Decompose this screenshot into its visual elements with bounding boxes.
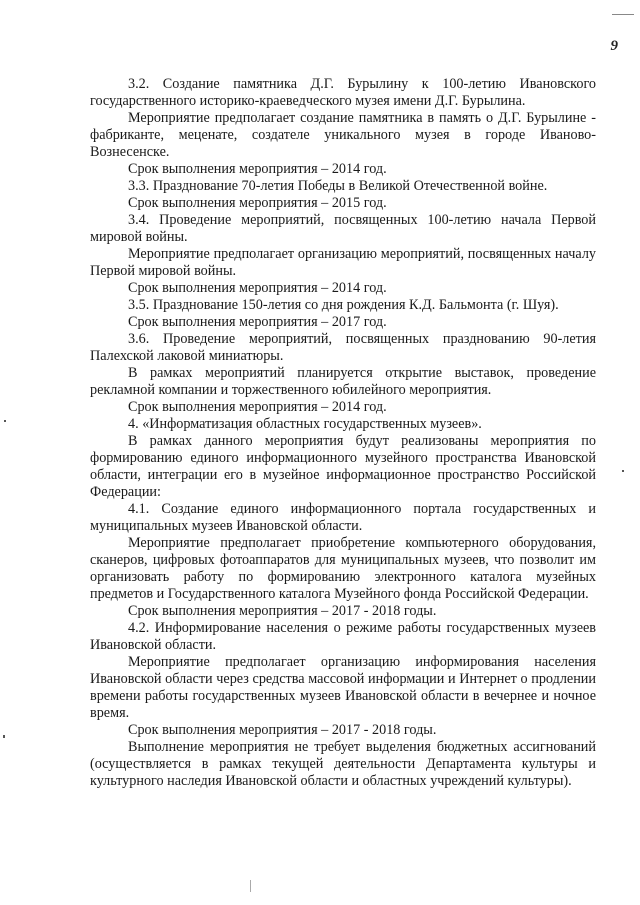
section-4-1-deadline: Срок выполнения мероприятия – 2017 - 2018 годы. — [128, 603, 437, 619]
closing-paragraph: Выполнение мероприятия не требует выделения бюджетных ассигнований (осуществляется в рамках текущей деятельности Департамента культуры и культурного наследия Ивановской области и областных учреждений культуры). — [90, 739, 596, 789]
section-3-5-deadline: Срок выполнения мероприятия – 2017 год. — [128, 314, 387, 330]
section-3-6-deadline: Срок выполнения мероприятия – 2014 год. — [128, 399, 387, 415]
section-4-1-heading: 4.1. Создание единого информационного портала государственных и муниципальных музеев Ивановской области. — [90, 501, 596, 534]
section-4-1-description: Мероприятие предполагает приобретение компьютерного оборудования, сканеров, цифровых фотоаппаратов для муниципальных музеев, что позволит им организовать работу по формированию электронного каталога музейных предметов и Государственного каталога Музейного фонда Российской Федерации. — [90, 535, 596, 602]
section-4-2-deadline: Срок выполнения мероприятия – 2017 - 2018 годы. — [128, 722, 437, 738]
scan-speck — [4, 420, 6, 422]
section-4-description: В рамках данного мероприятия будут реализованы мероприятия по формированию единого информационного музейного пространства Ивановской области, интеграции его в музейное информационное пространство Российской Федерации: — [90, 433, 596, 500]
scan-speck — [622, 470, 624, 472]
scan-speck — [3, 735, 5, 738]
page-number: 9 — [610, 38, 618, 54]
section-3-4-deadline: Срок выполнения мероприятия – 2014 год. — [128, 280, 387, 296]
section-3-5-heading: 3.5. Празднование 150-летия со дня рождения К.Д. Бальмонта (г. Шуя). — [128, 297, 559, 313]
section-4-heading: 4. «Информатизация областных государственных музеев». — [128, 416, 482, 432]
scan-mark — [612, 14, 634, 15]
document-body — [90, 76, 596, 790]
scan-speck — [250, 880, 251, 892]
section-4-2-description: Мероприятие предполагает организацию информирования населения Ивановской области через средства массовой информации и Интернет о продлении времени работы государственных музеев Ивановской области в вечернее и ночное время. — [90, 654, 596, 721]
section-4-2-heading: 4.2. Информирование населения о режиме работы государственных музеев Ивановской области. — [90, 620, 596, 653]
section-3-2-deadline: Срок выполнения мероприятия – 2014 год. — [128, 161, 387, 177]
section-3-6-description: В рамках мероприятий планируется открытие выставок, проведение рекламной компании и торжественного юбилейного мероприятия. — [90, 365, 596, 398]
section-3-3-heading: 3.3. Празднование 70-летия Победы в Великой Отечественной войне. — [128, 178, 548, 194]
section-3-4-description: Мероприятие предполагает организацию мероприятий, посвященных началу Первой мировой войны. — [90, 246, 596, 279]
section-3-2-heading: 3.2. Создание памятника Д.Г. Бурылину к 100-летию Ивановского государственного историко-краеведческого музея имени Д.Г. Бурылина. — [90, 76, 596, 109]
section-3-3-deadline: Срок выполнения мероприятия – 2015 год. — [128, 195, 387, 211]
section-3-2-description: Мероприятие предполагает создание памятника в память о Д.Г. Бурылине - фабриканте, меценате, создателе уникального музея в городе Иваново-Вознесенске. — [90, 110, 596, 160]
section-3-6-heading: 3.6. Проведение мероприятий, посвященных празднованию 90-летия Палехской лаковой миниатюры. — [90, 331, 596, 364]
section-3-4-heading: 3.4. Проведение мероприятий, посвященных 100-летию начала Первой мировой войны. — [90, 212, 596, 245]
